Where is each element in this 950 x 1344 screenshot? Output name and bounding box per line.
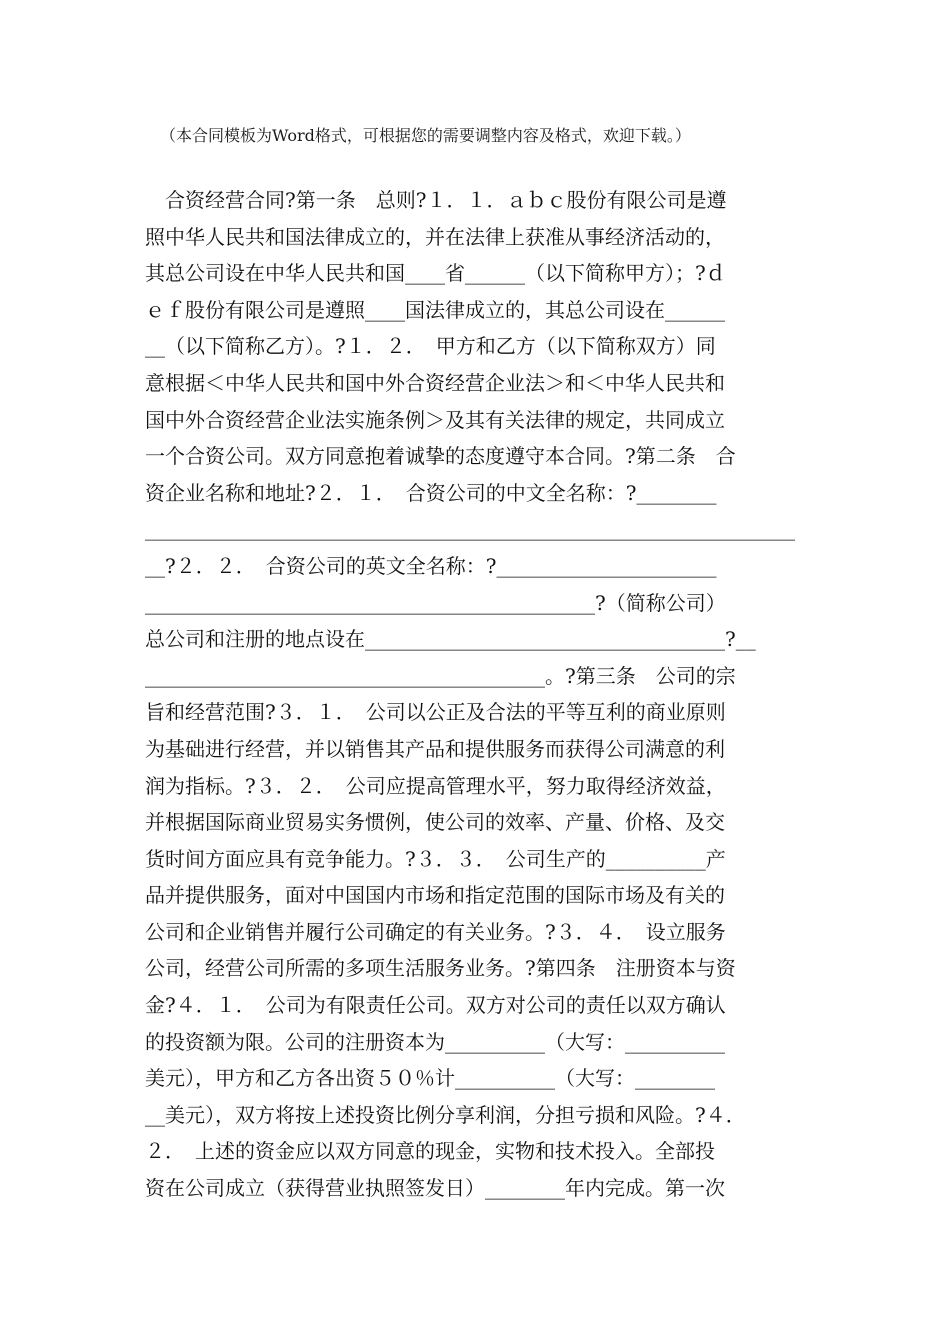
text-line: 意根据＜中华人民共和国中外合资经营企业法＞和＜中华人民共和 [145, 370, 725, 395]
text-line: __（以下简称乙方）。?１．２． 甲方和乙方（以下简称双方）同 [145, 334, 716, 359]
text-line: __?２．２． 合资公司的英文全名称：?______________________ [145, 553, 717, 578]
text-line: 公司和企业销售并履行公司确定的有关业务。?３．４． 设立服务 [145, 919, 726, 944]
text-line: ２． 上述的资金应以双方同意的现金，实物和技术投入。全部投 [145, 1139, 715, 1164]
text-line: 旨和经营范围?３．１． 公司以公正及合法的平等互利的商业原则 [145, 700, 726, 725]
text-line: 国中外合资经营企业法实施条例＞及其有关法律的规定，共同成立 [145, 407, 725, 432]
text-line: __美元），双方将按上述投资比例分享利润，分担亏损和风险。?４． [145, 1102, 746, 1127]
text-line: 合资经营合同?第一条 总则?１．１．ａｂｃ股份有限公司是遵 [145, 188, 727, 212]
text-line: 为基础进行经营，并以销售其产品和提供服务而获得公司满意的利 [145, 736, 725, 761]
text-line: 资在公司成立（获得营业执照签发日）________年内完成。第一次 [145, 1176, 725, 1201]
template-note: （本合同模板为Word格式，可根据您的需要调整内容及格式，欢迎下载。） [160, 126, 691, 145]
text-line: 货时间方面应具有竞争能力。?３．３． 公司生产的__________产 [145, 846, 726, 871]
contract-body [145, 182, 805, 1207]
text-line: 资企业名称和地址?２．１． 合资公司的中文全名称：?________ [145, 480, 717, 505]
text-line: 的投资额为限。公司的注册资本为__________（大写：__________ [145, 1029, 725, 1054]
text-line: 公司，经营公司所需的多项生活服务业务。?第四条 注册资本与资 [145, 956, 736, 981]
text-line: 品并提供服务，面对中国国内市场和指定范围的国际市场及有关的 [145, 883, 725, 908]
text-line: _____________________________________________?（简称公司） [145, 590, 726, 615]
text-line: 并根据国际商业贸易实务惯例，使公司的效率、产量、价格、及交 [145, 810, 725, 835]
text-line: ________________________________________。?第三条 公司的宗 [145, 663, 736, 688]
text-line: ｅｆ股份有限公司是遵照____国法律成立的，其总公司设在______ [145, 297, 725, 322]
text-line: 润为指标。?３．２． 公司应提高管理水平，努力取得经济效益， [145, 773, 726, 798]
text-line: 金?４．１． 公司为有限责任公司。双方对公司的责任以双方确认 [145, 993, 726, 1018]
text-line: 其总公司设在中华人民共和国____省______（以下简称甲方）；?ｄ [145, 261, 726, 286]
text-line: 一个合资公司。双方同意抱着诚挚的态度遵守本合同。?第二条 合 [145, 444, 736, 469]
text-line: 总公司和注册的地点设在____________________________________?__ [145, 627, 756, 652]
text-line: 美元），甲方和乙方各出资５０％计__________（大写：________ [145, 1066, 715, 1091]
text-line: 照中华人民共和国法律成立的，并在法律上获准从事经济活动的， [145, 224, 725, 249]
text-line: _________________________________________________________________ [145, 517, 795, 542]
